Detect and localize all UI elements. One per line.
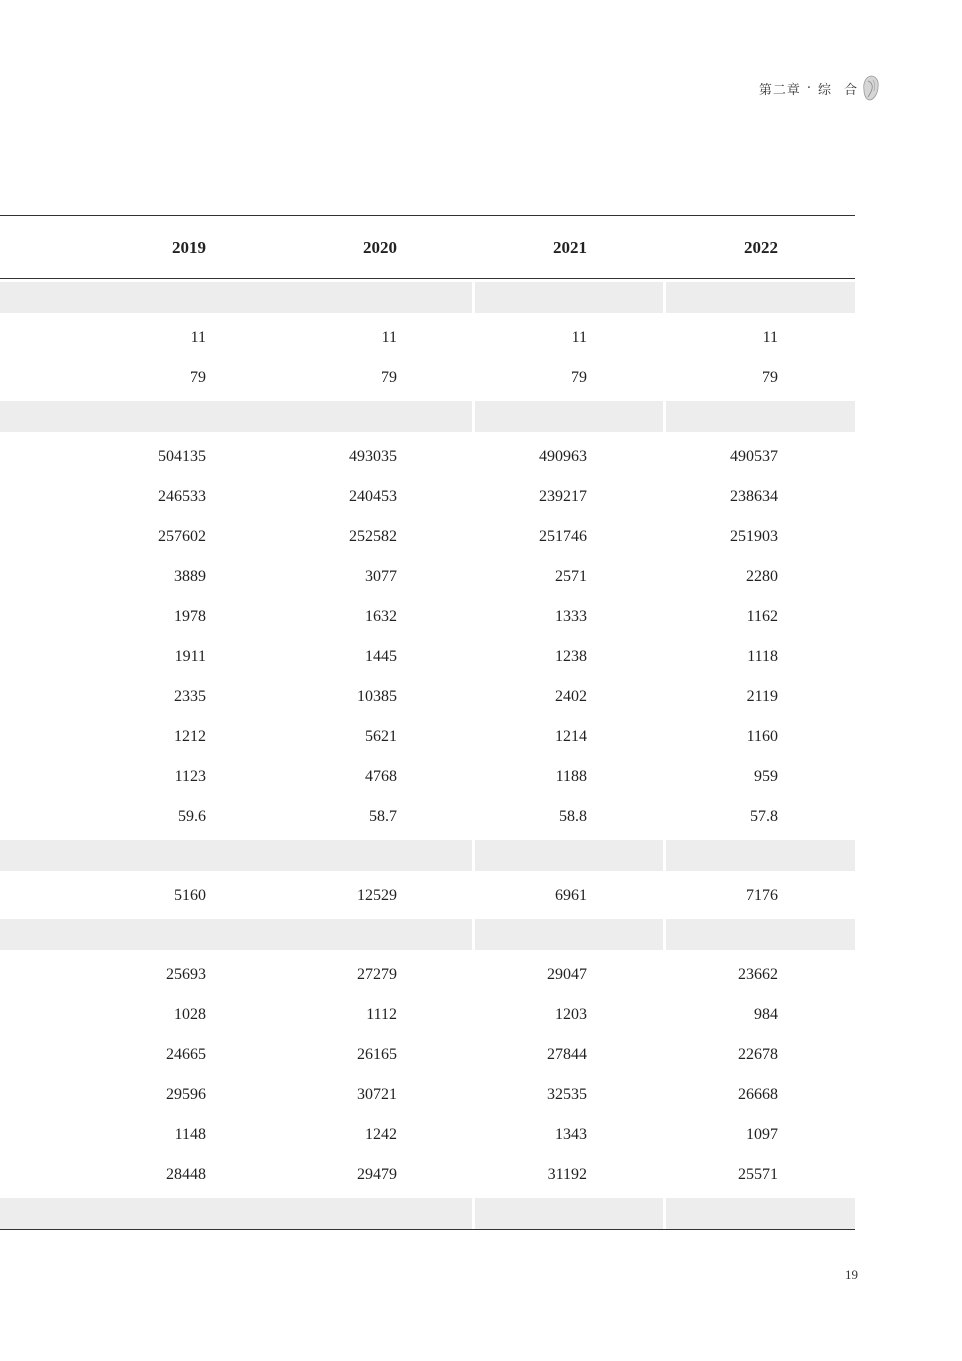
column-header-2020: 2020: [363, 238, 397, 257]
chapter-separator: ·: [806, 81, 812, 96]
table-cell: 1188: [555, 768, 587, 785]
table-cell: 28448: [166, 1166, 206, 1183]
table-cell: 1343: [555, 1126, 587, 1143]
table-cell: 79: [381, 369, 397, 386]
table-cell: 11: [571, 329, 587, 346]
table-cell: 58.8: [559, 808, 587, 825]
table-cell: 31192: [547, 1166, 587, 1183]
table-cell: 11: [762, 329, 778, 346]
table-cell: 1242: [365, 1126, 397, 1143]
table-cell: 238634: [730, 488, 778, 505]
table-cell: 1097: [746, 1126, 778, 1143]
table-cell: 26165: [357, 1046, 397, 1063]
table-cell: 1214: [555, 728, 587, 745]
section-band: [0, 840, 855, 871]
table-cell: 2571: [555, 568, 587, 585]
table-cell: 1333: [555, 608, 587, 625]
table-cell: 30721: [357, 1086, 397, 1103]
table-cell: 1203: [555, 1006, 587, 1023]
table-cell: 59.6: [178, 808, 206, 825]
table-row: [0, 1154, 855, 1194]
table-cell: 29047: [547, 966, 587, 983]
section-band: [0, 919, 855, 950]
table-cell: 5160: [174, 887, 206, 904]
table-row: [0, 476, 855, 516]
table-cell: 12529: [357, 887, 397, 904]
statistics-table: [0, 215, 855, 1230]
section-label-char-2: 合: [843, 83, 858, 98]
table-cell: 10385: [357, 688, 397, 705]
table-bottom-rule: [0, 1229, 855, 1230]
table-cell: 252582: [349, 528, 397, 545]
table-row: [0, 875, 855, 915]
table-cell: 24665: [166, 1046, 206, 1063]
table-cell: 504135: [158, 448, 206, 465]
table-cell: 2280: [746, 568, 778, 585]
table-row: [0, 756, 855, 796]
running-header: [759, 79, 858, 98]
table-row: [0, 954, 855, 994]
table-cell: 27279: [357, 966, 397, 983]
table-cell: 1148: [174, 1126, 206, 1143]
table-row: [0, 1074, 855, 1114]
table-cell: 1160: [746, 728, 778, 745]
table-cell: 251746: [539, 528, 587, 545]
table-cell: 7176: [746, 887, 778, 904]
table-cell: 2335: [174, 688, 206, 705]
table-cell: 1632: [365, 608, 397, 625]
table-cell: 1445: [365, 648, 397, 665]
table-cell: 26668: [738, 1086, 778, 1103]
column-header-2021: 2021: [553, 238, 587, 257]
table-cell: 959: [754, 768, 778, 785]
table-cell: 1978: [174, 608, 206, 625]
table-cell: 493035: [349, 448, 397, 465]
table-cell: 4768: [365, 768, 397, 785]
table-body: [0, 279, 855, 1229]
table-row: [0, 596, 855, 636]
table-cell: 57.8: [750, 808, 778, 825]
table-cell: 23662: [738, 966, 778, 983]
table-cell: 239217: [539, 488, 587, 505]
table-cell: 1911: [174, 648, 206, 665]
table-row: [0, 556, 855, 596]
table-row: [0, 1114, 855, 1154]
section-band: [0, 282, 855, 313]
table-cell: 22678: [738, 1046, 778, 1063]
table-cell: 251903: [730, 528, 778, 545]
section-label-char-1: 综: [817, 83, 832, 98]
table-row: [0, 676, 855, 716]
table-cell: 984: [754, 1006, 778, 1023]
table-row: [0, 716, 855, 756]
table-cell: 1028: [174, 1006, 206, 1023]
table-cell: 25571: [738, 1166, 778, 1183]
table-cell: 25693: [166, 966, 206, 983]
table-cell: 29479: [357, 1166, 397, 1183]
table-cell: 1212: [174, 728, 206, 745]
table-row: [0, 436, 855, 476]
table-cell: 79: [762, 369, 778, 386]
table-cell: 79: [571, 369, 587, 386]
table-row: [0, 796, 855, 836]
section-band: [0, 401, 855, 432]
table-row: [0, 1034, 855, 1074]
table-row: [0, 994, 855, 1034]
table-cell: 6961: [555, 887, 587, 904]
table-cell: 32535: [547, 1086, 587, 1103]
table-header-row: [0, 216, 855, 279]
table-cell: 1162: [746, 608, 778, 625]
chapter-label: 第二章: [758, 83, 801, 98]
table-cell: 79: [190, 369, 206, 386]
section-band: [0, 1198, 855, 1229]
table-cell: 490963: [539, 448, 587, 465]
column-header-2022: 2022: [744, 238, 778, 257]
table-row: [0, 317, 855, 357]
table-cell: 11: [381, 329, 397, 346]
table-cell: 240453: [349, 488, 397, 505]
table-cell: 5621: [365, 728, 397, 745]
page-number: 19: [845, 1267, 858, 1282]
table-row: [0, 357, 855, 397]
chapter-emblem-icon: [862, 75, 880, 101]
table-cell: 1118: [747, 648, 778, 665]
table-row: [0, 516, 855, 556]
table-cell: 2119: [746, 688, 778, 705]
table-cell: 257602: [158, 528, 206, 545]
table-cell: 3077: [365, 568, 397, 585]
table-cell: 1112: [366, 1006, 397, 1023]
table-cell: 58.7: [369, 808, 397, 825]
column-header-2019: 2019: [172, 238, 206, 257]
table-row: [0, 636, 855, 676]
table-cell: 1123: [174, 768, 206, 785]
table-cell: 29596: [166, 1086, 206, 1103]
table-cell: 3889: [174, 568, 206, 585]
table-cell: 246533: [158, 488, 206, 505]
table-cell: 27844: [547, 1046, 587, 1063]
table-cell: 2402: [555, 688, 587, 705]
table-cell: 1238: [555, 648, 587, 665]
table-cell: 11: [190, 329, 206, 346]
table-cell: 490537: [730, 448, 778, 465]
